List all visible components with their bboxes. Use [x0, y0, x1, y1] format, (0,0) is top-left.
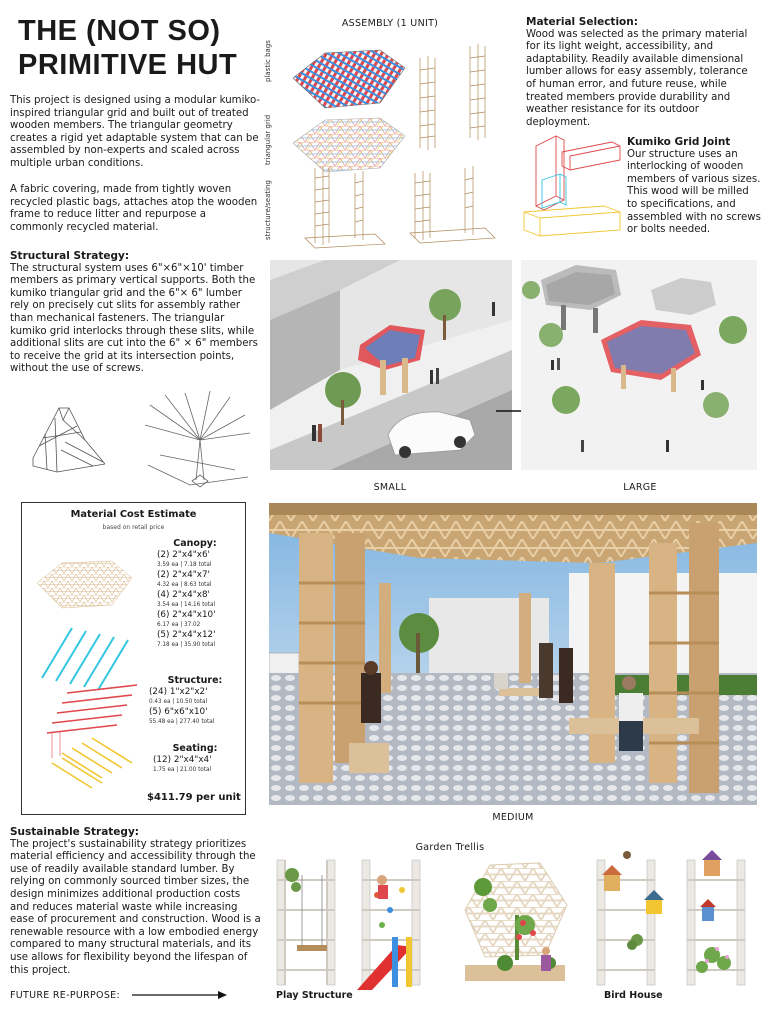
- title-line-1: THE (NOT SO): [18, 15, 221, 47]
- cost-estimate-panel: [21, 502, 246, 815]
- canopy-price: 4.32 ea | 8.63 total: [157, 582, 212, 588]
- canopy-price: 6.17 ea | 37.02: [157, 622, 201, 628]
- assembly-label-triangular-grid: triangular grid: [264, 114, 272, 165]
- seating-heading: Seating:: [172, 743, 218, 754]
- assembly-label-structure-seating: structure/seating: [264, 180, 272, 240]
- canopy-price: 3.59 ea | 7.18 total: [157, 562, 212, 568]
- structure-item: (5) 6"x6"x10': [149, 707, 208, 717]
- structure-heading: Structure:: [167, 675, 223, 686]
- medium-label: MEDIUM: [492, 812, 534, 823]
- structural-text: The structural system uses 6"×6"×10' timber members as primary vertical supports. Both the kumiko triangular grid and the 6"× 6" lumber rely on precisely cut slits for assembly rather than mechanical fasteners. The triangular kumiko grid interlocks through these slits, while additional slits are cut into the 6" × 6" members to receive the grid at its intersection points, without the use of screws.: [10, 262, 258, 375]
- cost-total: $411.79 per unit: [147, 792, 241, 803]
- structure-item: (24) 1"x2"x2': [149, 687, 208, 697]
- kumiko-text: Our structure uses an interlocking of wooden members of various sizes. This wood will be milled to specifications, and assembled with no screws or bolts needed.: [627, 148, 761, 236]
- kumiko-joint-section: [627, 136, 762, 237]
- structure-price: 55.48 ea | 277.40 total: [149, 719, 215, 725]
- material-heading: Material Selection:: [526, 16, 638, 28]
- medium-render-image: [269, 503, 757, 805]
- intro-paragraph: This project is designed using a modular kumiko-inspired triangular grid and built out of treated wooden members. The triangular geometry creates a rigid yet adaptable system that can be assembled by non-experts and scaled across multiple urban conditions.: [10, 95, 261, 169]
- sustainable-section: [10, 826, 262, 977]
- structure-group: [145, 675, 245, 727]
- large-render-image: [521, 260, 757, 470]
- seating-group: [145, 743, 245, 775]
- sustainable-heading: Sustainable Strategy:: [10, 826, 139, 838]
- fabric-paragraph: A fabric covering, made from tightly woven recycled plastic bags, attaches atop the wooden frame to reduce litter and repurpose a commonly recycled material.: [10, 184, 258, 233]
- kumiko-heading: Kumiko Grid Joint: [627, 136, 731, 148]
- canopy-item: (4) 2"x4"x8': [157, 590, 210, 600]
- large-label: LARGE: [623, 482, 657, 493]
- cost-components-drawing: [32, 553, 147, 798]
- assembly-exploded-drawing: [285, 38, 510, 253]
- canopy-heading: Canopy:: [173, 538, 217, 549]
- sustainable-text: The project's sustainability strategy prioritizes material efficiency and accessibility through the use of readily available standard lumber. By relying on commonly sourced timber sizes, the design minimizes additional production costs and reduces material waste while increasing ease of procurement and construction. Wood is a renewable resource with a low embodied energy compared to many structural materials, and its use allows for flexibility beyond the lifespan of this project.: [10, 838, 261, 976]
- cost-subtitle: based on retail price: [102, 524, 165, 531]
- future-repurpose-label: FUTURE RE-PURPOSE:: [10, 990, 120, 1001]
- material-selection-section: [526, 16, 758, 129]
- canopy-item: (6) 2"x4"x10': [157, 610, 216, 620]
- bird-house-illustration: [592, 845, 754, 990]
- seating-item: (12) 2"x4"x4': [153, 755, 212, 765]
- assembly-title: ASSEMBLY (1 UNIT): [341, 18, 439, 29]
- assembly-label-plastic-bags: plastic bags: [264, 40, 272, 82]
- bird-house-label: Bird House: [604, 990, 663, 1001]
- structure-price: 0.43 ea | 10.50 total: [149, 699, 208, 705]
- page-title: [18, 14, 258, 82]
- canopy-item: (2) 2"x4"x6': [157, 550, 210, 560]
- small-label: SMALL: [373, 482, 407, 493]
- play-structure-illustration: [272, 855, 432, 990]
- triangular-grid-layer: [293, 118, 405, 172]
- seating-price: 1.75 ea | 21.00 total: [153, 767, 212, 773]
- plastic-bag-layer: [293, 50, 405, 108]
- material-text: Wood was selected as the primary material for its light weight, accessibility, and adaptability. Readily available dimensional lumber allows for easy assembly, tolerance of human error, and future reuse, while treated members provide durability and weather resistance for its outdoor deployment.: [526, 28, 748, 128]
- canopy-price: 7.18 ea | 35.90 total: [157, 642, 216, 648]
- connection-sketch-drawing: [140, 385, 255, 495]
- future-arrow-icon: [130, 988, 230, 1002]
- play-structure-label: Play Structure: [276, 990, 353, 1001]
- canopy-item: (2) 2"x4"x7': [157, 570, 210, 580]
- small-render-image: [270, 260, 512, 470]
- title-line-2: PRIMITIVE HUT: [18, 49, 238, 81]
- canopy-group: [145, 538, 245, 650]
- kumiko-joint-diagram: [522, 132, 624, 240]
- canopy-item: (5) 2"x4"x12': [157, 630, 216, 640]
- structural-heading: Structural Strategy:: [10, 250, 130, 262]
- cost-title: Material Cost Estimate: [70, 509, 197, 520]
- garden-trellis-illustration: [445, 855, 585, 990]
- canopy-price: 3.54 ea | 14.16 total: [157, 602, 216, 608]
- garden-trellis-label: Garden Trellis: [415, 842, 485, 853]
- structural-section: [10, 250, 262, 376]
